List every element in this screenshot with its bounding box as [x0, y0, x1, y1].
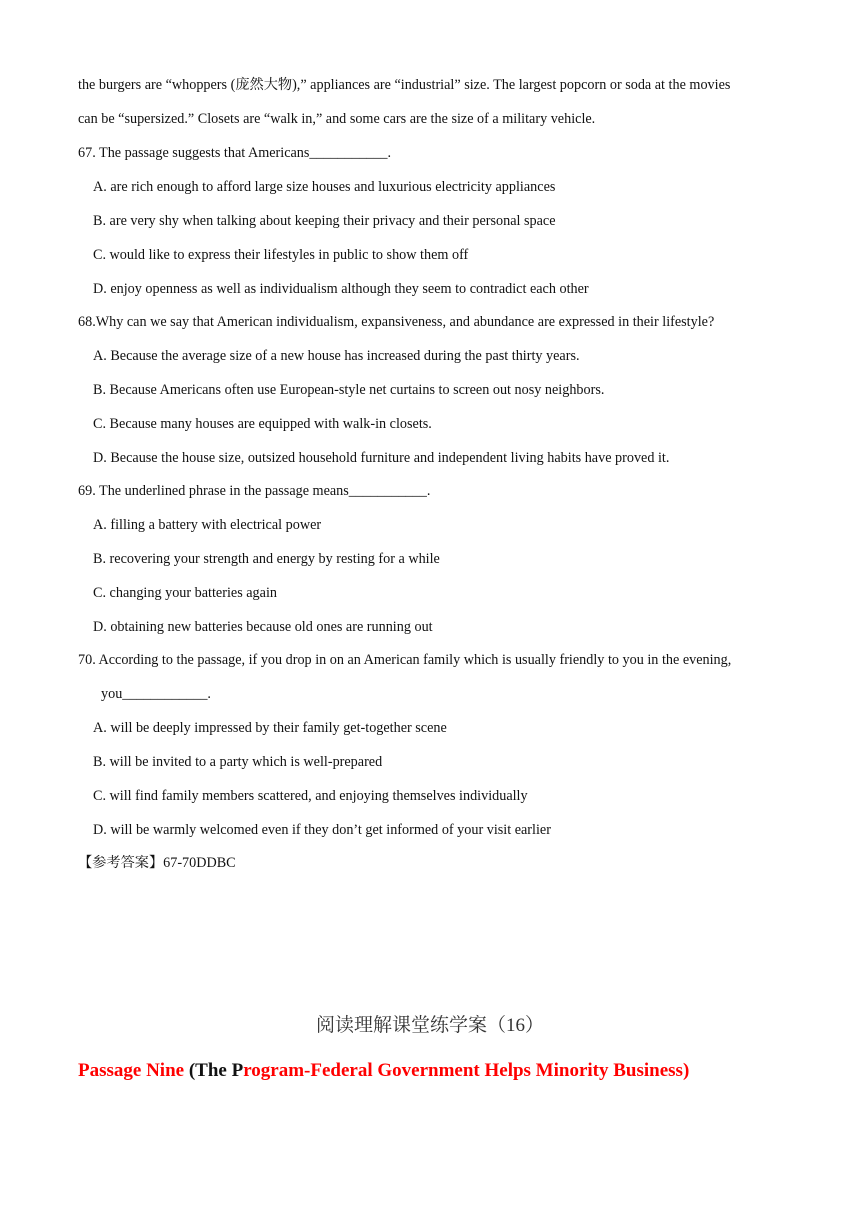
passage-heading-part-3: rogram-Federal Government Helps Minority Business — [243, 1060, 683, 1081]
question-70-option-d: D. will be warmly welcomed even if they don’t get informed of your visit earlier — [93, 822, 551, 838]
question-70-option-a: A. will be deeply impressed by their family get-together scene — [93, 720, 447, 736]
question-67-option-a: A. are rich enough to afford large size houses and luxurious electricity appliances — [93, 179, 556, 195]
question-67-stem: 67. The passage suggests that Americans___________. — [78, 145, 391, 161]
question-69-option-b: B. recovering your strength and energy by resting for a while — [93, 551, 440, 567]
question-70-stem-continued: you____________. — [101, 686, 211, 702]
question-70-option-b: B. will be invited to a party which is well-prepared — [93, 754, 383, 770]
question-68-option-d: D. Because the house size, outsized household furniture and independent living habits have proved it. — [93, 450, 670, 466]
question-68-option-b: B. Because Americans often use European-style net curtains to screen out nosy neighbors. — [93, 382, 605, 398]
passage-heading-part-2: (The P — [188, 1060, 244, 1081]
answer-key: 【参考答案】67-70DDBC — [78, 855, 236, 871]
question-68-stem: 68.Why can we say that American individualism, expansiveness, and abundance are expressed in their lifestyle? — [78, 314, 715, 330]
section-title: 阅读理解课堂练学案（16） — [315, 1015, 544, 1036]
question-69-stem: 69. The underlined phrase in the passage means___________. — [78, 483, 431, 499]
question-70-stem: 70. According to the passage, if you drop in on an American family which is usually friendly to you in the evening, — [78, 652, 732, 668]
question-69-option-c: C. changing your batteries again — [93, 585, 277, 601]
question-70-option-c: C. will find family members scattered, and enjoying themselves individually — [93, 788, 528, 804]
intro-line-2: can be “supersized.” Closets are “walk in,” and some cars are the size of a military vehicle. — [78, 111, 596, 127]
intro-line-1: the burgers are “whoppers (庞然大物),” appliances are “industrial” size. The largest popcorn or soda at the movies — [78, 77, 731, 93]
question-69-option-a: A. filling a battery with electrical power — [93, 517, 322, 533]
question-67-option-c: C. would like to express their lifestyles in public to show them off — [93, 247, 469, 263]
question-69-option-d: D. obtaining new batteries because old ones are running out — [93, 619, 433, 635]
passage-heading-part-1: Passage Nine — [78, 1060, 189, 1081]
question-68-option-c: C. Because many houses are equipped with walk-in closets. — [93, 416, 432, 432]
question-68-option-a: A. Because the average size of a new house has increased during the past thirty years. — [93, 348, 580, 364]
question-67-option-b: B. are very shy when talking about keeping their privacy and their personal space — [93, 213, 556, 229]
question-67-option-d: D. enjoy openness as well as individualism although they seem to contradict each other — [93, 281, 589, 297]
passage-heading-part-4: ) — [682, 1060, 690, 1081]
passage-heading — [78, 1059, 689, 1083]
